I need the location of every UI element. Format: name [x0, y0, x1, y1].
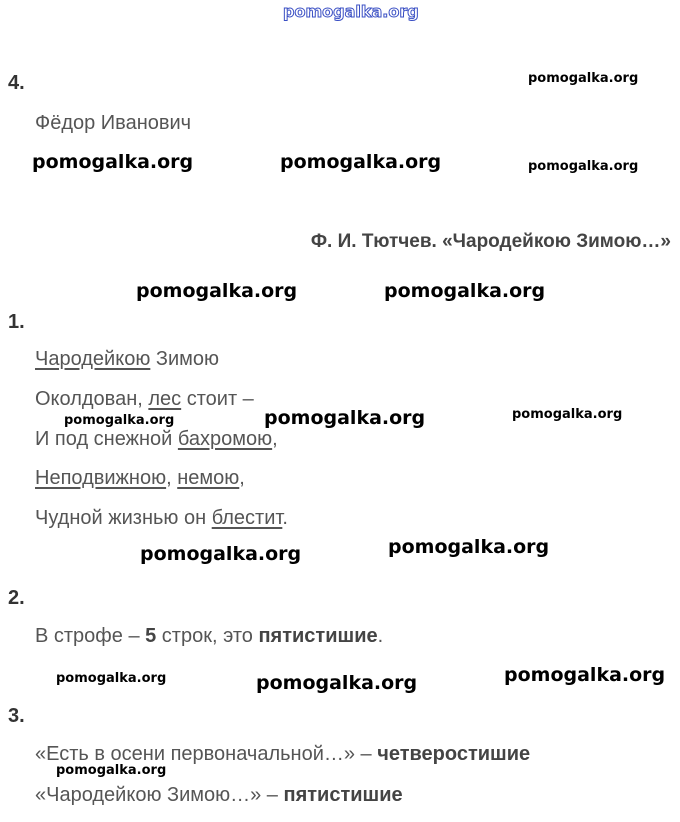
- bold-term: пятистишие: [283, 784, 403, 806]
- bold-term: четверостишие: [377, 743, 531, 765]
- underlined-word: блестит: [211, 507, 283, 529]
- watermark: pomogalka.org: [504, 664, 666, 686]
- task-1-number: 1.: [8, 311, 25, 333]
- underlined-word: бахромою: [177, 428, 273, 450]
- poem-line-4: [35, 467, 245, 490]
- watermark: pomogalka.org: [388, 536, 550, 558]
- underlined-word: лес: [148, 388, 182, 410]
- text-segment: «Чародейкою Зимою…» –: [35, 784, 284, 806]
- underlined-word: немою: [177, 467, 240, 489]
- underlined-word: Чародейкою: [35, 348, 151, 370]
- text-segment: В строфе –: [35, 625, 146, 647]
- poem-line-2: [35, 388, 254, 411]
- task-2-number: 2.: [8, 587, 25, 609]
- text-segment: И под снежной: [35, 428, 178, 450]
- text-segment: Зимою: [150, 348, 220, 370]
- poem-heading: Ф. И. Тютчев. «Чародейкою Зимою…»: [310, 231, 671, 252]
- watermark: pomogalka.org: [256, 672, 418, 694]
- task-3-number: 3.: [8, 705, 25, 727]
- text-segment: стоит –: [181, 388, 254, 410]
- watermark: pomogalka.org: [32, 151, 194, 173]
- watermark: pomogalka.org: [384, 280, 546, 302]
- watermark: pomogalka.org: [140, 543, 302, 565]
- text-segment: .: [377, 625, 384, 647]
- watermark: pomogalka.org: [136, 280, 298, 302]
- underlined-word: Неподвижною: [35, 467, 167, 489]
- text-segment: Околдован,: [35, 388, 149, 410]
- poem-line-1: [35, 348, 219, 371]
- text-segment: Чудной жизнью он: [35, 507, 212, 529]
- section-4-answer: Фёдор Иванович: [35, 112, 192, 134]
- watermark: pomogalka.org: [56, 763, 167, 778]
- watermark: pomogalka.org: [64, 413, 175, 428]
- text-segment: «Есть в осени первоначальной…» –: [35, 743, 378, 765]
- watermark: pomogalka.org: [528, 159, 639, 174]
- watermark-top: pomogalka.org: [283, 2, 419, 21]
- watermark: pomogalka.org: [280, 151, 442, 173]
- text-segment: ,: [239, 467, 245, 489]
- poem-line-5: [35, 507, 288, 530]
- task-3-answer-2: [35, 784, 403, 807]
- bold-term: 5: [145, 625, 157, 647]
- bold-term: пятистишие: [258, 625, 378, 647]
- watermark: pomogalka.org: [56, 671, 167, 686]
- text-segment: ,: [272, 428, 278, 450]
- text-segment: ,: [166, 467, 178, 489]
- watermark: pomogalka.org: [528, 71, 639, 86]
- watermark: pomogalka.org: [264, 407, 426, 429]
- section-4-number: 4.: [8, 72, 25, 94]
- text-segment: .: [282, 507, 288, 529]
- poem-line-3: [35, 428, 278, 451]
- text-segment: строк, это: [156, 625, 259, 647]
- watermark: pomogalka.org: [512, 407, 623, 422]
- task-2-answer: [35, 625, 383, 648]
